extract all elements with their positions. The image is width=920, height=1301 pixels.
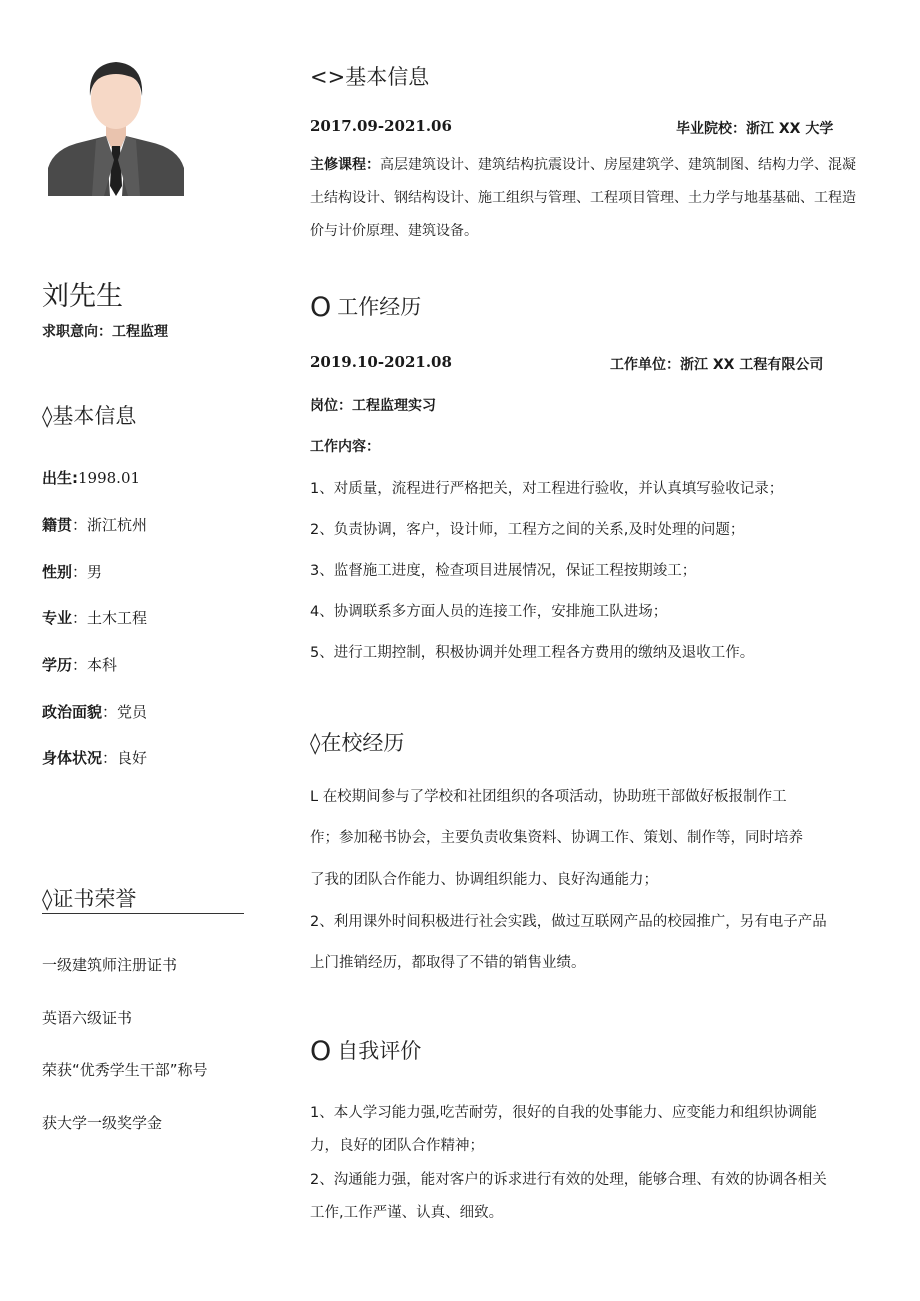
info-political: 政治面貌：党员 bbox=[42, 703, 148, 721]
info-gender: 性别：男 bbox=[42, 563, 103, 581]
self-eval-line: 力，良好的团队合作精神； bbox=[310, 1138, 484, 1154]
job-intent-label: 求职意向： bbox=[42, 324, 112, 340]
info-major: 专业：土木工程 bbox=[42, 609, 148, 627]
certificates-heading: ◊证书荣誉 bbox=[42, 887, 137, 911]
self-eval-line: 1、本人学习能力强,吃苦耐劳，很好的自我的处事能力、应变能力和组织协调能 bbox=[310, 1105, 817, 1121]
work-heading: O 工作经历 bbox=[310, 292, 422, 323]
work-duty-item: 1、对质量，流程进行严格把关，对工程进行验收，并认真填写验收记录； bbox=[310, 481, 784, 497]
school-line: 上门推销经历，都取得了不错的销售业绩。 bbox=[310, 955, 586, 971]
education-date: 2017.09-2021.06 bbox=[310, 117, 452, 135]
info-hometown: 籍贯：浙江杭州 bbox=[42, 516, 148, 534]
education-courses: 主修课程：高层建筑设计、建筑结构抗震设计、房屋建筑学、建筑制图、结构力学、混凝土结构设计、钢结构设计、施工组织与管理、工程项目管理、土力学与地基基础、工程造价与计价原理、建筑设备。 bbox=[310, 157, 856, 239]
circle-bullet-icon: O bbox=[310, 292, 332, 323]
work-duty-item: 4、协调联系多方面人员的连接工作，安排施工队进场； bbox=[310, 604, 668, 620]
work-position: 岗位：工程监理实习 bbox=[310, 398, 436, 414]
certificate-item: 获大学一级奖学金 bbox=[42, 1114, 163, 1132]
school-line: 作；参加秘书协会，主要负责收集资料、协调工作、策划、制作等，同时培养 bbox=[310, 830, 803, 846]
school-line: L 在校期间参与了学校和社团组织的各项活动，协助班干部做好板报制作工 bbox=[310, 789, 787, 805]
work-company: 工作单位：浙江 XX 工程有限公司 bbox=[610, 357, 824, 373]
certificates-divider bbox=[42, 913, 244, 914]
certificate-item: 英语六级证书 bbox=[42, 1009, 133, 1027]
school-heading: ◊在校经历 bbox=[310, 731, 405, 755]
self-eval-heading: O 自我评价 bbox=[310, 1036, 422, 1067]
work-content-label: 工作内容： bbox=[310, 439, 380, 455]
work-duty-item: 3、监督施工进度，检查项目进展情况，保证工程按期竣工； bbox=[310, 563, 697, 579]
info-health: 身体状况：良好 bbox=[42, 749, 148, 767]
job-intent bbox=[42, 321, 168, 341]
info-birth: 出生:1998.01 bbox=[42, 469, 141, 487]
work-duty-item: 2、负责协调，客户，设计师，工程方之间的关系,及时处理的问题； bbox=[310, 522, 745, 538]
profile-photo bbox=[48, 56, 184, 196]
work-duty-item: 5、进行工期控制，积极协调并处理工程各方费用的缴纳及退收工作。 bbox=[310, 645, 755, 661]
work-date: 2019.10-2021.08 bbox=[310, 353, 452, 371]
self-eval-line: 工作,工作严谨、认真、细致。 bbox=[310, 1205, 504, 1221]
person-icon bbox=[48, 56, 184, 196]
candidate-name: 刘先生 bbox=[42, 281, 123, 312]
circle-bullet-icon: O bbox=[310, 1036, 332, 1067]
school-line: 2、利用课外时间积极进行社会实践，做过互联网产品的校园推广，另有电子产品 bbox=[310, 914, 827, 930]
certificate-item: 荣获“优秀学生干部”称号 bbox=[42, 1061, 208, 1079]
self-eval-line: 2、沟通能力强，能对客户的诉求进行有效的处理，能够合理、有效的协调各相关 bbox=[310, 1172, 827, 1188]
basic-info-heading: ◊基本信息 bbox=[42, 404, 137, 428]
certificate-item: 一级建筑师注册证书 bbox=[42, 956, 178, 974]
school-line: 了我的团队合作能力、协调组织能力、良好沟通能力； bbox=[310, 872, 658, 888]
education-school: 毕业院校：浙江 XX 大学 bbox=[676, 121, 834, 137]
info-education: 学历：本科 bbox=[42, 656, 118, 674]
education-heading: <>基本信息 bbox=[310, 65, 430, 89]
job-intent-value: 工程监理 bbox=[112, 324, 168, 340]
